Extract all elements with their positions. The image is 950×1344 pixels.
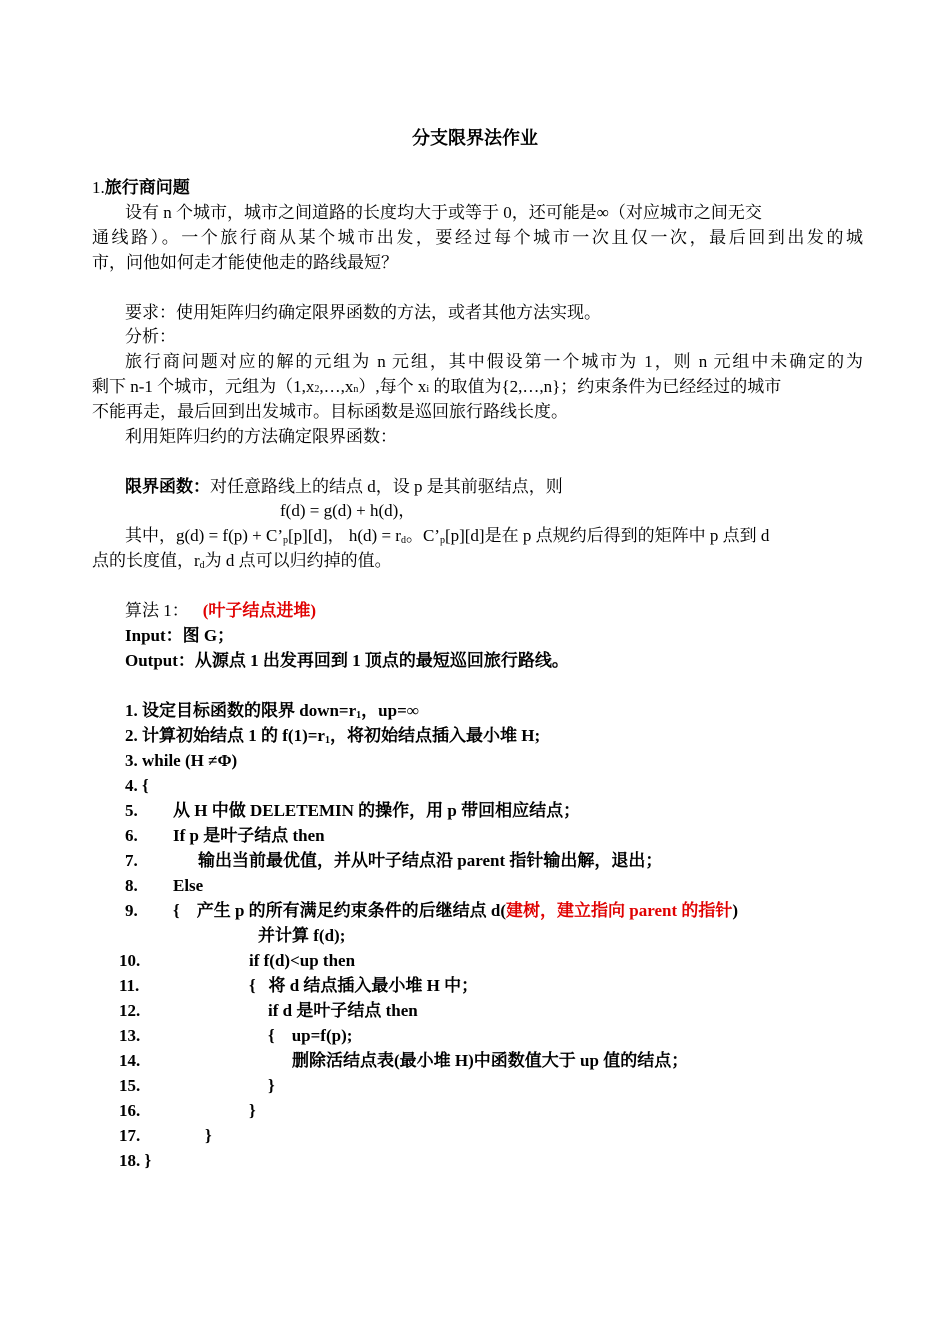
line-text: If p 是叶子结点 then bbox=[173, 826, 325, 845]
algorithm-label: 算法 1： bbox=[125, 601, 189, 620]
algo-line-18 bbox=[119, 1150, 151, 1172]
where-text: [p][d]， h(d) = r bbox=[287, 526, 401, 545]
line-text: 删除活结点表(最小堆 H)中函数值大于 up 值的结点； bbox=[292, 1051, 689, 1070]
line-number: 18. bbox=[119, 1151, 141, 1170]
subscript: p bbox=[439, 535, 445, 546]
line-text: ，将初始结点插入最小堆 H; bbox=[329, 726, 541, 745]
line-number: 16. bbox=[119, 1101, 141, 1120]
subscript: d bbox=[199, 560, 205, 571]
requirement-text: 要求：使用矩阵归约确定限界函数的方法，或者其他方法实现。 bbox=[125, 303, 601, 322]
section-title: 旅行商问题 bbox=[104, 178, 190, 197]
line-number: 7. bbox=[125, 851, 138, 870]
line-text: { bbox=[142, 776, 149, 795]
subscript: 1 bbox=[356, 710, 362, 721]
problem-line-2: 通线路）。一个旅行商从某个城市出发，要经过每个城市一次且仅一次，最后回到出发的城 bbox=[92, 228, 863, 247]
analysis-line-3: 不能再走，最后回到出发城市。目标函数是巡回旅行路线长度。 bbox=[92, 402, 568, 421]
line-text-main: { 产生 p 的所有满足约束条件的后继结点 d( bbox=[173, 901, 507, 920]
line-text: { up=f(p); bbox=[268, 1026, 353, 1045]
algo-line-4 bbox=[125, 775, 149, 797]
line-text: } bbox=[249, 1101, 256, 1120]
line-text: } bbox=[268, 1076, 275, 1095]
line-text: 设定目标函数的限界 down=r bbox=[142, 701, 357, 720]
subscript: d bbox=[400, 535, 406, 546]
algorithm-output: Output：从源点 1 出发再回到 1 顶点的最短巡回旅行路线。 bbox=[125, 651, 569, 670]
section-number: 1. bbox=[92, 178, 105, 197]
where-text: 为 d 点可以归约掉的值。 bbox=[204, 551, 392, 570]
line-number: 15. bbox=[119, 1076, 141, 1095]
line-text: if f(d)<up then bbox=[249, 951, 356, 970]
line-text bbox=[173, 900, 738, 922]
line-text: 从 H 中做 DELETEMIN 的操作，用 p 带回相应结点； bbox=[173, 801, 581, 820]
bound-label: 限界函数： bbox=[125, 477, 210, 496]
algorithm-heading bbox=[125, 600, 316, 622]
page-title: 分支限界法作业 bbox=[412, 128, 538, 148]
line-number: 6. bbox=[125, 826, 138, 845]
where-line-1 bbox=[125, 525, 769, 547]
line-number: 5. bbox=[125, 801, 138, 820]
formula: f(d) = g(d) + h(d)， bbox=[280, 501, 416, 520]
line-number: 14. bbox=[119, 1051, 141, 1070]
section-heading bbox=[92, 177, 190, 199]
line-number: 11. bbox=[119, 976, 140, 995]
algo-line-9-cont: 并计算 f(d); bbox=[258, 926, 346, 945]
line-number: 4. bbox=[125, 776, 138, 795]
line-number: 10. bbox=[119, 951, 141, 970]
reduction-intro: 利用矩阵归约的方法确定限界函数： bbox=[125, 427, 397, 446]
subscript: 1 bbox=[324, 735, 330, 746]
line-text: } bbox=[144, 1151, 152, 1170]
where-line-2 bbox=[92, 550, 392, 572]
line-number: 8. bbox=[125, 876, 138, 895]
where-text: [p][d]是在 p 点规约后得到的矩阵中 p 点到 d bbox=[444, 526, 770, 545]
line-text: 输出当前最优值，并从叶子结点沿 parent 指针输出解，退出； bbox=[198, 851, 663, 870]
line-text-red: 建树，建立指向 parent 的指针 bbox=[506, 901, 733, 920]
where-text: 其中，g(d) = f(p) + C’ bbox=[125, 526, 283, 545]
analysis-text: ）,每个 x bbox=[358, 377, 427, 396]
line-text: while (H ≠Φ) bbox=[142, 751, 238, 770]
analysis-text: 的取值为{2,…,n}；约束条件为已经经过的城市 bbox=[429, 377, 782, 396]
algorithm-tag: (叶子结点进堆) bbox=[202, 601, 317, 620]
line-number: 3. bbox=[125, 751, 138, 770]
line-number: 17. bbox=[119, 1126, 141, 1145]
line-text: { 将 d 结点插入最小堆 H 中； bbox=[249, 976, 479, 995]
where-text: 。C’ bbox=[405, 526, 440, 545]
line-number: 12. bbox=[119, 1001, 141, 1020]
problem-line-1: 设有 n 个城市，城市之间道路的长度均大于或等于 0，还可能是∞（对应城市之间无交 bbox=[125, 203, 762, 222]
line-text: if d 是叶子结点 then bbox=[268, 1001, 418, 1020]
line-text: 计算初始结点 1 的 f(1)=r bbox=[142, 726, 325, 745]
analysis-line-2 bbox=[92, 376, 781, 401]
line-text-close: ) bbox=[732, 901, 739, 920]
line-text: ，up=∞ bbox=[361, 701, 419, 720]
algo-line-2 bbox=[125, 725, 540, 747]
analysis-line-1: 旅行商问题对应的解的元组为 n 元组，其中假设第一个城市为 1，则 n 元组中未确定的为 bbox=[125, 352, 863, 371]
line-text: Else bbox=[173, 876, 204, 895]
bound-function-line bbox=[125, 476, 563, 498]
line-number: 2. bbox=[125, 726, 138, 745]
line-text: } bbox=[205, 1126, 212, 1145]
line-number: 13. bbox=[119, 1026, 141, 1045]
analysis-label: 分析： bbox=[125, 327, 176, 346]
subscript: 2 bbox=[314, 384, 320, 395]
algorithm-input: Input：图 G； bbox=[125, 626, 235, 645]
algo-line-3 bbox=[125, 750, 237, 772]
problem-line-3: 市，问他如何走才能使他走的路线最短？ bbox=[92, 253, 398, 272]
where-text: 点的长度值，r bbox=[92, 551, 200, 570]
analysis-text: 剩下 n-1 个城市，元组为（1,x bbox=[92, 377, 315, 396]
line-number: 1. bbox=[125, 701, 138, 720]
subscript: i bbox=[426, 384, 430, 395]
bound-text: 对任意路线上的结点 d，设 p 是其前驱结点，则 bbox=[210, 477, 563, 496]
subscript: p bbox=[282, 535, 288, 546]
algo-line-1 bbox=[125, 700, 419, 722]
subscript: n bbox=[353, 384, 359, 395]
line-number: 9. bbox=[125, 901, 138, 920]
analysis-text: ,…,x bbox=[319, 377, 354, 396]
